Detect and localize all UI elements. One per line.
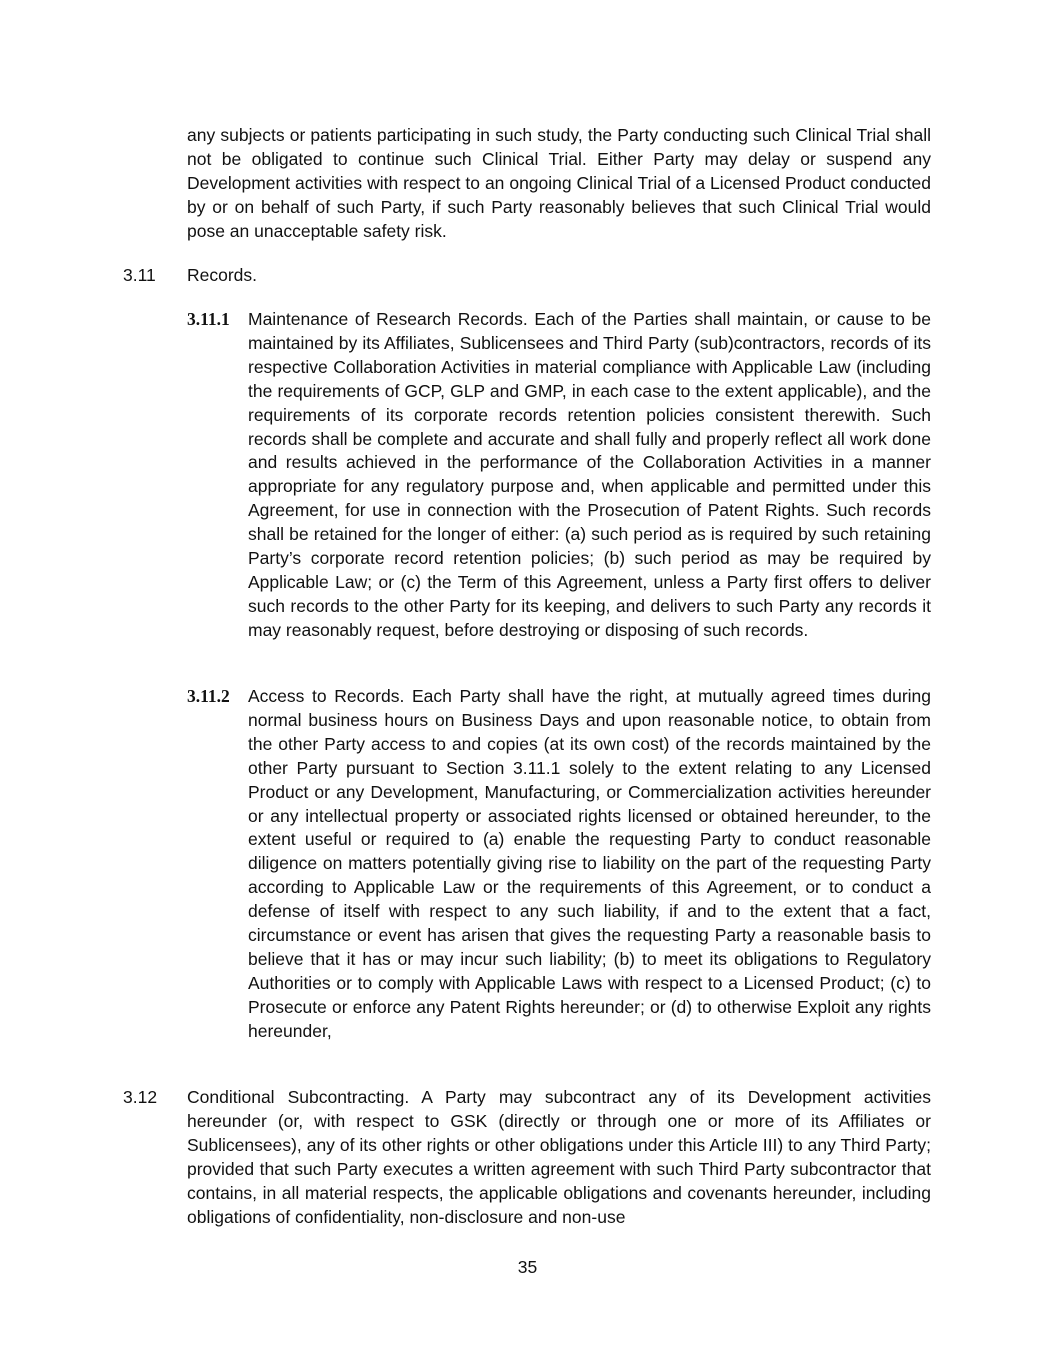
- section-3-11-title: Records.: [187, 265, 258, 285]
- section-3-12-body: A Party may subcontract any of its Development activities hereunder (or, with respect to GSK (directly or through one or more of its Affiliates or Sublicensees), any of its other rights or other obligations under this Article III) to any Third Party; provided that such Party executes a written agreement with such Third Party subcontractor that contains, in all material respects, the applicable obligations and covenants hereunder, including obligations of confidentiality, non-disclosure and non-use: [187, 1087, 931, 1227]
- page-number: 35: [517, 1257, 538, 1277]
- section-3-11-number: 3.11: [123, 265, 156, 285]
- section-3-12-heading: Conditional Subcontracting.: [187, 1087, 410, 1107]
- section-3-11-2-heading: Access to Records.: [248, 686, 405, 706]
- section-3-11-1-number: 3.11.1: [187, 309, 230, 329]
- section-3-11-2-number: 3.11.2: [187, 686, 230, 706]
- section-3-11-2-body: Each Party shall have the right, at mutually agreed times during normal business hours on Business Days and upon reasonable notice, to obtain from the other Party access to and copies (at its own cost) of the records maintained by the other Party pursuant to Section 3.11.1 solely to the extent relating to any Licensed Product or any Development, Manufacturing, or Commercialization activities hereunder or any intellectual property or associated rights licensed or obtained hereunder, to the extent useful or required to (a) enable the requesting Party to conduct reasonable diligence on matters potentially giving rise to liability on the part of the requesting Party according to Applicable Law or the requirements of this Agreement, or to conduct a defense of itself with respect to any such liability, if and to the extent that a fact, circumstance or event has arisen that gives the requesting Party a reasonable basis to believe that it has or may incur such liability; (b) to meet its obligations to Regulatory Authorities or to comply with Applicable Laws with respect to a Licensed Product; (c) to Prosecute or enforce any Patent Rights hereunder; or (d) to otherwise Exploit any rights hereunder,: [248, 686, 931, 1041]
- section-3-11-2-paragraph: [248, 685, 931, 1044]
- section-3-11-1-heading: Maintenance of Research Records.: [248, 309, 528, 329]
- intro-paragraph: any subjects or patients participating in such study, the Party conducting such Clinical Trial shall not be obligated to continue such Clinical Trial. Either Party may delay or suspend any Development activities with respect to an ongoing Clinical Trial of a Licensed Product conducted by or on behalf of such Party, if such Party reasonably believes that such Clinical Trial would pose an unacceptable safety risk.: [187, 125, 931, 241]
- section-3-11-1-paragraph: [248, 308, 931, 643]
- section-3-12-number: 3.12: [123, 1087, 158, 1107]
- section-3-11-1-body: Each of the Parties shall maintain, or cause to be maintained by its Affiliates, Sublicensees and Third Party (sub)contractors, records of its respective Collaboration Activities in material compliance with Applicable Law (including the requirements of GCP, GLP and GMP, in each case to the extent applicable), and the requirements of its corporate records retention policies consistent therewith. Such records shall be complete and accurate and shall fully and properly reflect all work done and results achieved in the performance of the Collaboration Activities in a manner appropriate for any regulatory purpose and, when applicable and permitted under this Agreement, for use in connection with the Prosecution of Patent Rights. Such records shall be retained for the longer of either: (a) such period as is required by such retaining Party’s corporate record retention policies; (b) such period as may be required by Applicable Law; or (c) the Term of this Agreement, unless a Party first offers to deliver such records to the other Party for its keeping, and delivers to such Party any records it may reasonably request, before destroying or disposing of such records.: [248, 309, 932, 640]
- section-3-12-paragraph: [187, 1086, 931, 1229]
